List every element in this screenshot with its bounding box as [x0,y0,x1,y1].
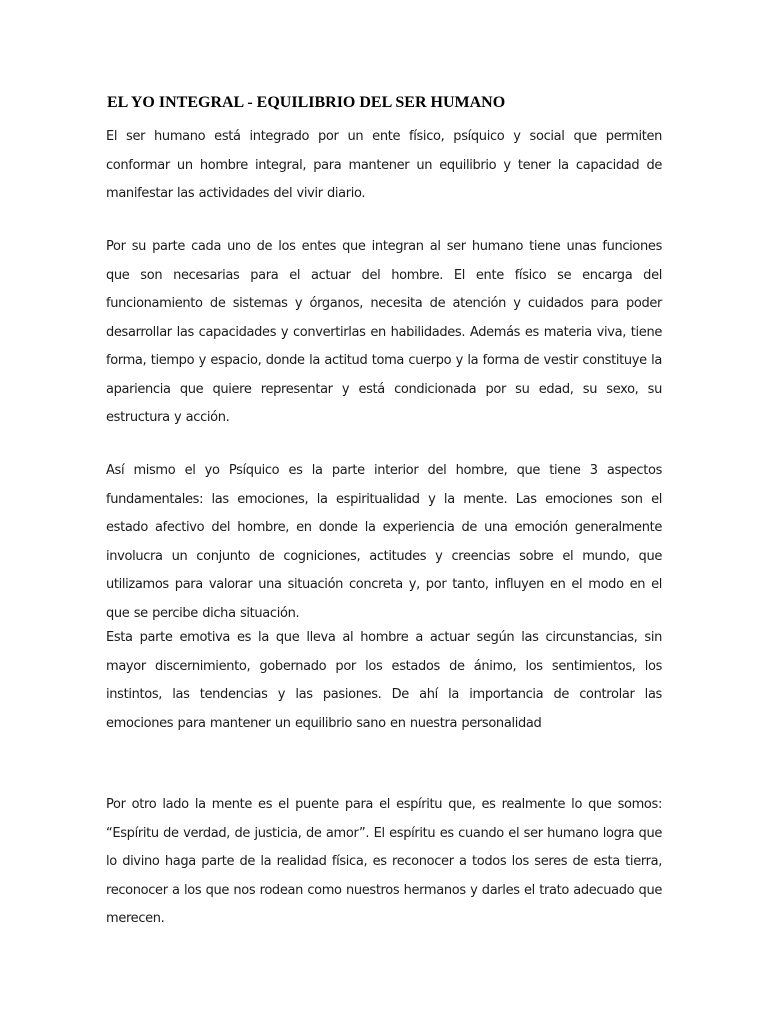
paragraph-4: Esta parte emotiva es la que lleva al hombre a actuar según las circunstancias, sin mayor discernimiento, gobernado por los estados de ánimo, los sentimientos, los instintos, las tendencias y las pasiones. De ahí la importancia de controlar las emociones para mantener un equilibrio sano en nuestra personalidad [106,630,662,731]
paragraph-3: Así mismo el yo Psíquico es la parte interior del hombre, que tiene 3 aspectos fundamentales: las emociones, la espiritualidad y la mente. Las emociones son el estado afectivo del hombre, en donde la experiencia de una emoción generalmente involucra un conjunto de cogniciones, actitudes y creencias sobre el mundo, que utilizamos para valorar una situación concreta y, por tanto, influyen en el modo en el que se percibe dicha situación. [106,463,662,621]
paragraph-1: El ser humano está integrado por un ente físico, psíquico y social que permiten conformar un hombre integral, para mantener un equilibrio y tener la capacidad de manifestar las actividades del vivir diario. [106,129,662,201]
paragraph-2: Por su parte cada uno de los entes que integran al ser humano tiene unas funciones que son necesarias para el actuar del hombre. El ente físico se encarga del funcionamiento de sistemas y órganos, necesita de atención y cuidados para poder desarrollar las capacidades y convertirlas en habilidades. Además es materia viva, tiene forma, tiempo y espacio, donde la actitud toma cuerpo y la forma de vestir constituye la apariencia que quiere representar y está condicionada por su edad, su sexo, su estructura y acción. [106,239,662,425]
paragraph-5: Por otro lado la mente es el puente para el espíritu que, es realmente lo que somos: “Espíritu de verdad, de justicia, de amor”. El espíritu es cuando el ser humano logra que lo divino haga parte de la realidad física, es reconocer a todos los seres de esta tierra, reconocer a los que nos rodean como nuestros hermanos y darles el trato adecuado que merecen. [106,797,662,926]
document-title: EL YO INTEGRAL - EQUILIBRIO DEL SER HUMANO [107,94,506,111]
